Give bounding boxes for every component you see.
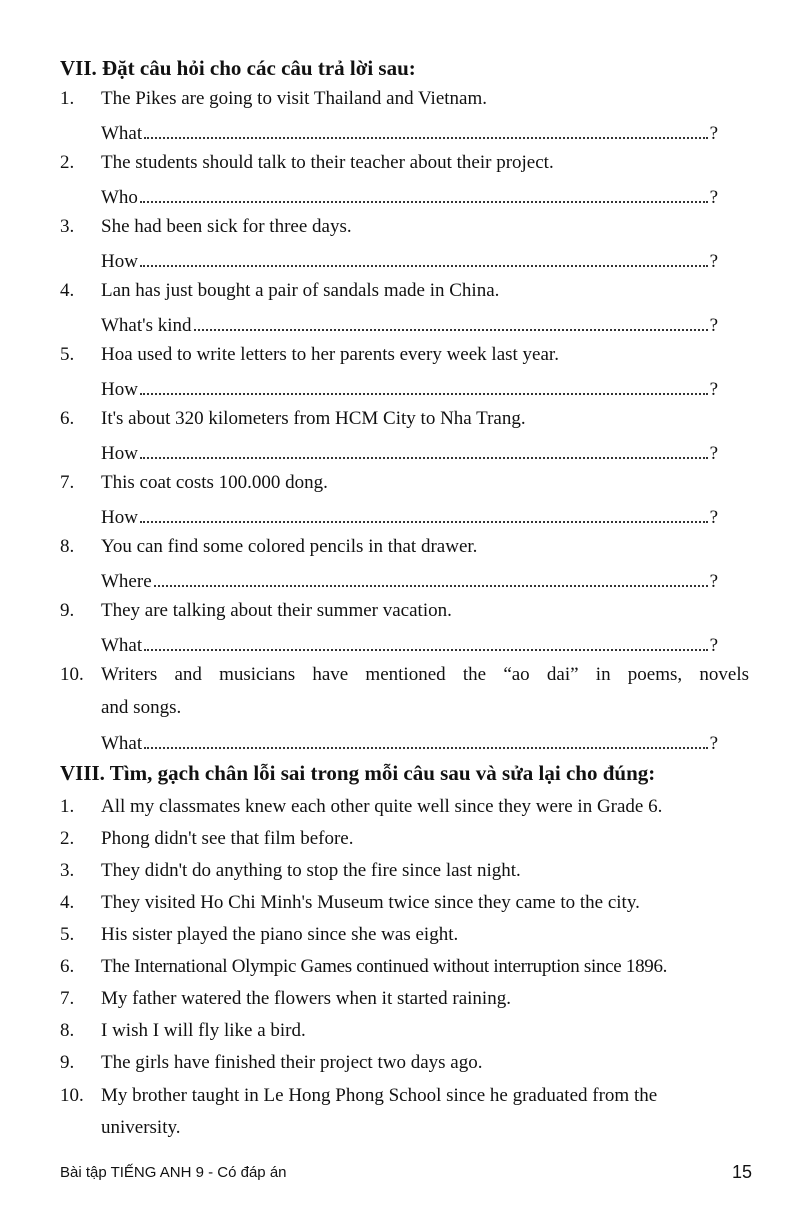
e-sentence: Phong didn't see that film before. <box>101 828 354 849</box>
question-mark: ? <box>709 315 718 336</box>
answer-line[interactable] <box>101 119 718 143</box>
question-mark: ? <box>709 187 718 208</box>
q-sentence: This coat costs 100.000 dong. <box>101 472 328 493</box>
answer-blank[interactable] <box>140 439 708 459</box>
answer-line[interactable] <box>101 567 718 591</box>
answer-blank[interactable] <box>140 375 708 395</box>
e-sentence: The girls have finished their project two days ago. <box>101 1052 483 1073</box>
q-number: 5. <box>60 344 75 365</box>
question-mark: ? <box>709 507 718 528</box>
q-sentence: It's about 320 kilometers from HCM City to Nha Trang. <box>101 408 526 429</box>
question-mark: ? <box>709 123 718 144</box>
question-mark: ? <box>709 733 718 754</box>
q-sentence: You can find some colored pencils in that drawer. <box>101 536 478 557</box>
q-sentence: She had been sick for three days. <box>101 216 352 237</box>
e-sentence-cont: university. <box>101 1117 181 1138</box>
q-number: 7. <box>60 472 75 493</box>
q-sentence: Hoa used to write letters to her parents every week last year. <box>101 344 559 365</box>
e-sentence: They visited Ho Chi Minh's Museum twice since they came to the city. <box>101 892 640 913</box>
e-sentence: My brother taught in Le Hong Phong School since he graduated from the <box>101 1085 658 1106</box>
e-sentence: My father watered the flowers when it started raining. <box>101 988 511 1009</box>
e-number: 7. <box>60 988 75 1009</box>
e-number: 5. <box>60 924 75 945</box>
q-sentence: The students should talk to their teacher about their project. <box>101 152 554 173</box>
answer-line[interactable] <box>101 729 718 753</box>
e-number: 4. <box>60 892 75 913</box>
e-sentence: The International Olympic Games continued without interruption since 1896. <box>101 956 668 977</box>
q-number: 9. <box>60 600 75 621</box>
e-number: 3. <box>60 860 75 881</box>
e-number: 10. <box>60 1085 84 1106</box>
answer-lead: What <box>101 123 143 144</box>
answer-lead: How <box>101 379 138 400</box>
question-mark: ? <box>709 251 718 272</box>
e-number: 6. <box>60 956 75 977</box>
e-number: 1. <box>60 796 75 817</box>
q-sentence: Lan has just bought a pair of sandals made in China. <box>101 280 500 301</box>
book-title: Bài tập TIẾNG ANH 9 - Có đáp án <box>60 1164 287 1181</box>
answer-blank[interactable] <box>140 503 708 523</box>
q-sentence: Writers and musicians have mentioned the “ao dai” in poems, novels <box>101 664 749 685</box>
answer-lead: Where <box>101 571 152 592</box>
e-sentence: I wish I will fly like a bird. <box>101 1020 306 1041</box>
q-number: 8. <box>60 536 75 557</box>
answer-line[interactable] <box>101 375 718 399</box>
q-sentence-cont: and songs. <box>101 697 182 718</box>
answer-blank[interactable] <box>144 631 707 651</box>
answer-line[interactable] <box>101 183 718 207</box>
e-number: 9. <box>60 1052 75 1073</box>
answer-blank[interactable] <box>140 247 708 267</box>
answer-lead: How <box>101 251 138 272</box>
answer-line[interactable] <box>101 631 718 655</box>
answer-blank[interactable] <box>144 119 707 139</box>
q-sentence: The Pikes are going to visit Thailand and Vietnam. <box>101 88 488 109</box>
page-number: 15 <box>731 1162 752 1182</box>
q-number: 2. <box>60 152 75 173</box>
answer-lead: Who <box>101 187 138 208</box>
question-mark: ? <box>709 571 718 592</box>
answer-lead: What's kind <box>101 315 192 336</box>
question-mark: ? <box>709 443 718 464</box>
answer-line[interactable] <box>101 311 718 335</box>
answer-line[interactable] <box>101 247 718 271</box>
question-mark: ? <box>709 379 718 400</box>
answer-blank[interactable] <box>194 311 708 331</box>
answer-lead: How <box>101 507 138 528</box>
q-number: 6. <box>60 408 75 429</box>
answer-lead: What <box>101 635 143 656</box>
e-number: 2. <box>60 828 75 849</box>
q-number: 10. <box>60 664 84 685</box>
answer-blank[interactable] <box>140 183 708 203</box>
e-sentence: All my classmates knew each other quite well since they were in Grade 6. <box>101 796 663 817</box>
answer-blank[interactable] <box>144 729 707 749</box>
e-number: 8. <box>60 1020 75 1041</box>
q-number: 1. <box>60 88 75 109</box>
e-sentence: His sister played the piano since she was eight. <box>101 924 459 945</box>
section-8-title: VIII. Tìm, gạch chân lỗi sai trong mỗi câu sau và sửa lại cho đúng: <box>60 761 656 785</box>
answer-lead: What <box>101 733 143 754</box>
q-number: 4. <box>60 280 75 301</box>
answer-blank[interactable] <box>154 567 708 587</box>
answer-line[interactable] <box>101 439 718 463</box>
answer-lead: How <box>101 443 138 464</box>
q-sentence: They are talking about their summer vacation. <box>101 600 452 621</box>
answer-line[interactable] <box>101 503 718 527</box>
e-sentence: They didn't do anything to stop the fire since last night. <box>101 860 521 881</box>
question-mark: ? <box>709 635 718 656</box>
q-number: 3. <box>60 216 75 237</box>
section-7-title: VII. Đặt câu hỏi cho các câu trả lời sau: <box>60 56 416 80</box>
